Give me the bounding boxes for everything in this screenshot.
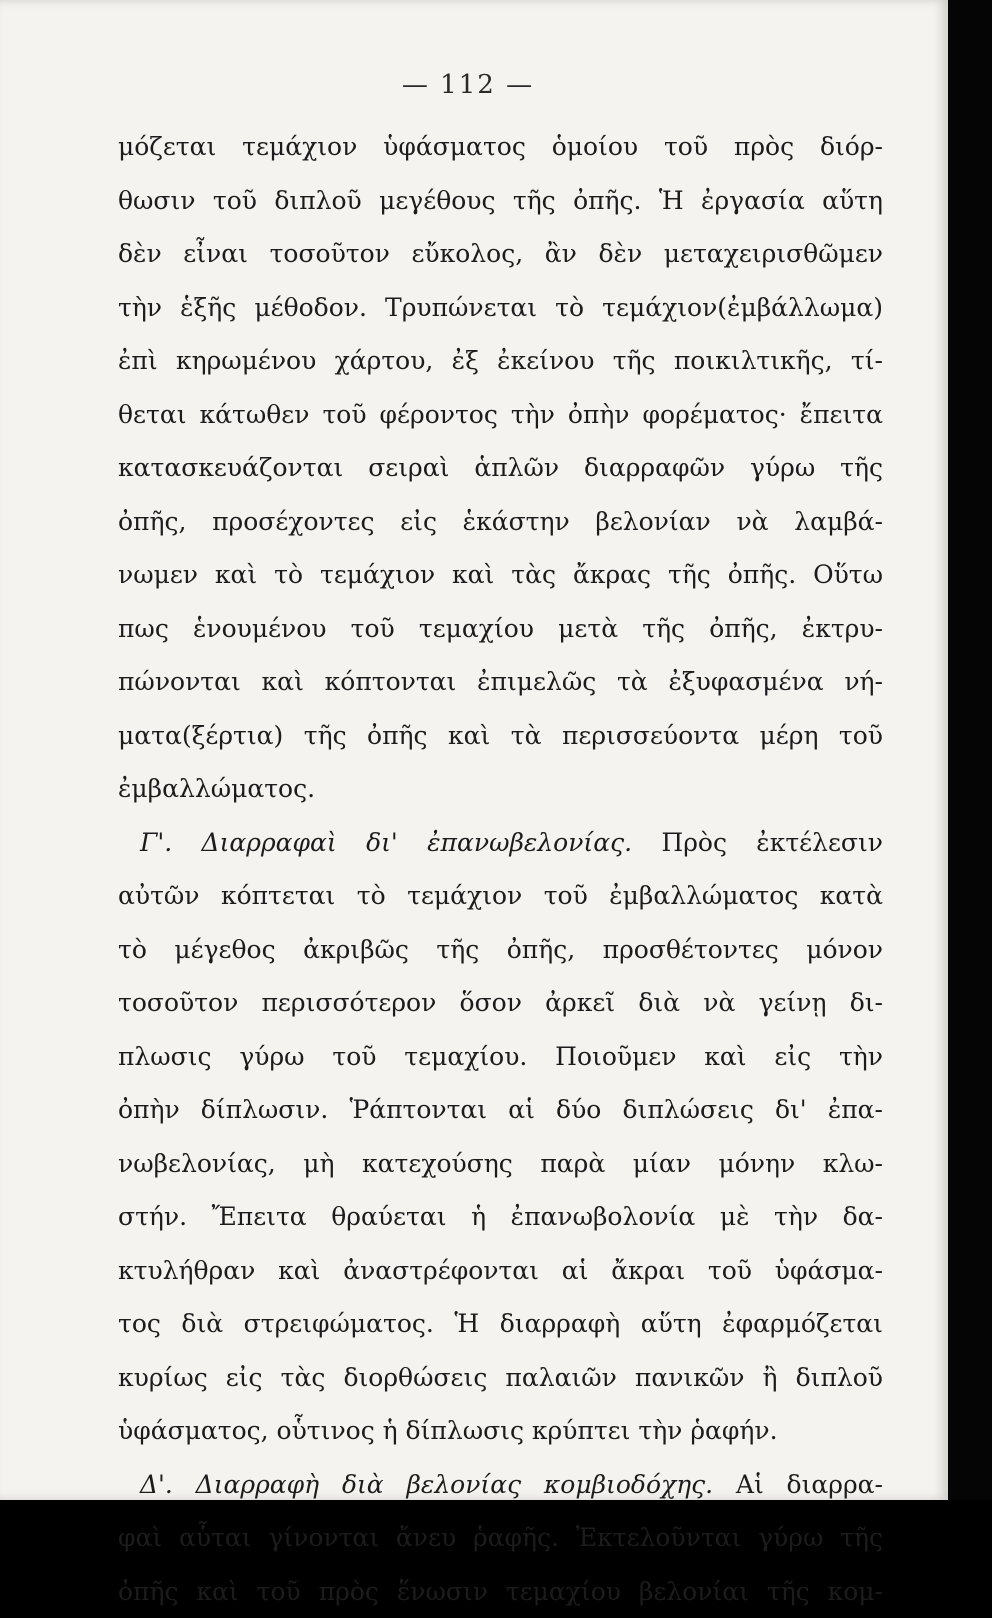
- scan-border: [948, 0, 992, 1500]
- text-line: ὀπῆς καὶ τοῦ πρὸς ἕνωσιν τεμαχίου βελονίαι τῆς κομ-: [118, 1565, 883, 1618]
- text-line: ὑφάσματος, οὗτινος ἡ δίπλωσις κρύπτει τὴν ῥαφήν.: [118, 1404, 883, 1458]
- text-line: ἐμβαλλώματος.: [118, 762, 883, 816]
- text-line: τὸ μέγεθος ἀκριβῶς τῆς ὀπῆς, προσθέτοντες μόνον: [118, 923, 883, 977]
- page-number: — 112 —: [0, 70, 942, 100]
- text-line: στήν. Ἔπειτα θραύεται ἡ ἐπανωβολονία μὲ τὴν δα-: [118, 1190, 883, 1244]
- text-line: πώνονται καὶ κόπτονται ἐπιμελῶς τὰ ἐξυφασμένα νή-: [118, 655, 883, 709]
- text-line: αὐτῶν κόπτεται τὸ τεμάχιον τοῦ ἐμβαλλώματος κατὰ: [118, 869, 883, 923]
- text-line: θεται κάτωθεν τοῦ φέροντος τὴν ὀπὴν φορέματος· ἔπειτα: [118, 388, 883, 442]
- text-line: κυρίως εἰς τὰς διορθώσεις παλαιῶν πανικῶν ἢ διπλοῦ: [118, 1351, 883, 1405]
- section-heading-line: [118, 816, 883, 870]
- text-line: ἐπὶ κηρωμένου χάρτου, ἐξ ἐκείνου τῆς ποικιλτικῆς, τί-: [118, 334, 883, 388]
- text-line: τὴν ἑξῆς μέθοδον. Τρυπώνεται τὸ τεμάχιον(ἐμβάλλωμα): [118, 281, 883, 335]
- text-line: δὲν εἶναι τοσοῦτον εὔκολος, ἂν δὲν μεταχειρισθῶμεν: [118, 227, 883, 281]
- section-heading: Γ'. Διαρραφαὶ δι' ἐπανωβελονίας.: [140, 828, 632, 857]
- text-line: κτυλήθραν καὶ ἀναστρέφονται αἱ ἄκραι τοῦ ὑφάσμα-: [118, 1244, 883, 1298]
- text-line: τος διὰ στρειφώματος. Ἡ διαρραφὴ αὕτη ἐφαρμόζεται: [118, 1297, 883, 1351]
- text-line: τοσοῦτον περισσότερον ὅσον ἀρκεῖ διὰ νὰ γείνῃ δι-: [118, 976, 883, 1030]
- text-line: κατασκευάζονται σειραὶ ἁπλῶν διαρραφῶν γύρω τῆς: [118, 441, 883, 495]
- text-line: νωβελονίας, μὴ κατεχούσης παρὰ μίαν μόνην κλω-: [118, 1137, 883, 1191]
- text-line: θωσιν τοῦ διπλοῦ μεγέθους τῆς ὀπῆς. Ἡ ἐργασία αὕτη: [118, 174, 883, 228]
- text-line: μόζεται τεμάχιον ὑφάσματος ὁμοίου τοῦ πρὸς διόρ-: [118, 120, 883, 174]
- text-line: νωμεν καὶ τὸ τεμάχιον καὶ τὰς ἄκρας τῆς ὀπῆς. Οὕτω: [118, 548, 883, 602]
- section-heading: Δ'. Διαρραφὴ διὰ βελονίας κομβιοδόχης.: [140, 1470, 713, 1499]
- section-heading-line: [118, 1458, 883, 1512]
- text-line: φαὶ αὗται γίνονται ἄνευ ῥαφῆς. Ἐκτελοῦνται γύρω τῆς: [118, 1511, 883, 1565]
- text-fragment: Πρὸς ἐκτέλεσιν: [661, 828, 883, 857]
- text-line: πως ἑνουμένου τοῦ τεμαχίου μετὰ τῆς ὀπῆς, ἐκτρυ-: [118, 602, 883, 656]
- text-fragment: Αἱ διαρρα-: [736, 1470, 883, 1499]
- body-text: [118, 120, 883, 1618]
- text-line: πλωσις γύρω τοῦ τεμαχίου. Ποιοῦμεν καὶ εἰς τὴν: [118, 1030, 883, 1084]
- text-line: ὀπὴν δίπλωσιν. Ῥάπτονται αἱ δύο διπλώσεις δι' ἐπα-: [118, 1083, 883, 1137]
- text-line: ὀπῆς, προσέχοντες εἰς ἑκάστην βελονίαν νὰ λαμβά-: [118, 495, 883, 549]
- text-line: ματα(ξέρτια) τῆς ὀπῆς καὶ τὰ περισσεύοντα μέρη τοῦ: [118, 709, 883, 763]
